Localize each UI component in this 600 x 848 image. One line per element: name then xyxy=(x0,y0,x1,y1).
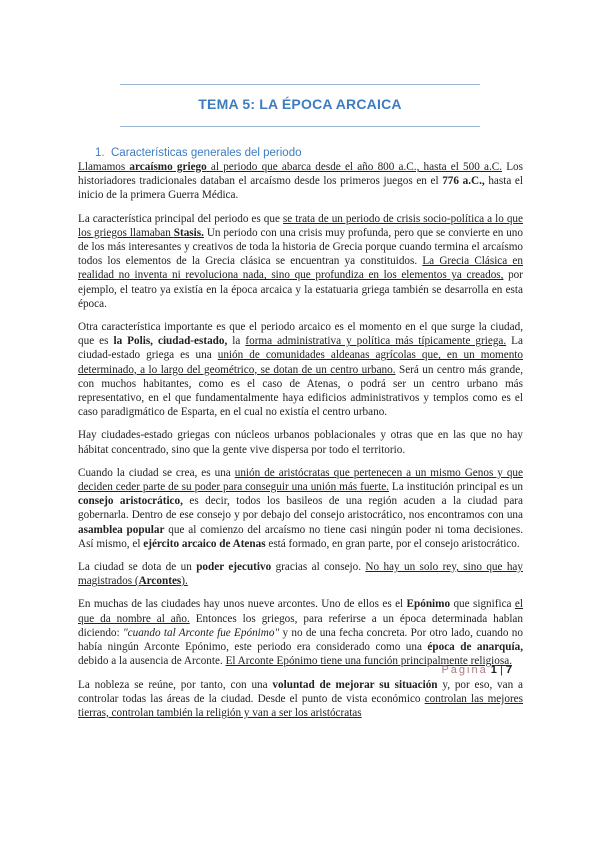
p3-underlined: forma administrativa y política más típicamente griega. xyxy=(245,335,507,348)
p8-underlined: controlan las mejores tierras, controlan también la religión y van a ser los aristócratas xyxy=(78,692,523,719)
p1-underlined: al periodo que abarca desde el año 800 a.C., hasta el 500 a.C. xyxy=(206,161,503,173)
section-number: 1. xyxy=(95,147,105,159)
paragraph-6 xyxy=(78,560,523,588)
p6-bold: poder ejecutivo xyxy=(196,561,272,574)
p2-bold: Stasis. xyxy=(173,226,204,239)
p5-text: Cuando la ciudad se crea, es una xyxy=(78,466,235,479)
p7-text-3: Entonces los griegos, para referirse a un época determinada hablan diciendo: xyxy=(78,612,523,639)
p5-underlined: unión de aristócratas que pertenecen a un mismo Genos y que deciden ceder parte de su poder para conseguir una unión más fuerte. xyxy=(78,466,523,494)
p5-bold-3: ejército arcaico de Atenas xyxy=(143,537,266,550)
p5-text-3: es decir, todos los basileos de una región acuden a la ciudad para gobernarla. Dentro de ese consejo y por debajo del consejo aristocrático, nos encontramos con una xyxy=(78,495,524,522)
p7-bold: Epónimo xyxy=(406,598,451,611)
p2-text: La característica principal del periodo es que xyxy=(78,212,283,225)
p1-bold-2: 776 a.C., xyxy=(442,175,485,188)
p7-underlined-2: El Arconte Epónimo tiene una función principalmente religiosa. xyxy=(225,655,513,668)
p6-underlined: No hay un solo rey, sino que hay magistrados ( xyxy=(78,561,523,588)
page-footer xyxy=(441,664,512,676)
p3-underlined-2: unión de comunidades aldeanas agrícolas que, en un momento determinado, a lo largo del geométrico, se dotan de un centro urbano. xyxy=(78,349,523,376)
p8-text: La nobleza se reúne, por tanto, con una xyxy=(78,678,273,691)
p5-text-2: La institución principal es un xyxy=(388,481,523,494)
paragraph-5 xyxy=(78,466,523,551)
p5-bold: consejo aristocrático, xyxy=(78,495,183,508)
paragraph-3 xyxy=(78,320,523,419)
section-heading xyxy=(95,147,302,159)
p7-bold-2: época de anarquía, xyxy=(427,641,523,654)
title-rule-top xyxy=(120,84,480,85)
paragraph-4 xyxy=(78,428,523,456)
p3-bold: la Polis, ciudad-estado, xyxy=(113,335,228,348)
p7-text-5: debido a la ausencia de Arconte. xyxy=(78,655,226,668)
p5-text-5: está formado, en gran parte, por el consejo aristocrático. xyxy=(265,537,520,550)
page-number: 1 xyxy=(490,664,497,676)
p2-text-3: por ejemplo, el teatro ya existía en la época arcaica y la estatuaria griega también se desarrolla en esta época. xyxy=(78,269,523,310)
p6-text: La ciudad se dota de un xyxy=(78,561,197,574)
p4-text: Hay ciudades-estado griegas con núcleos urbanos poblacionales y otras que en las que no hay hábitat concentrado, sino que la gente vive dispersa por todo el territorio. xyxy=(78,429,523,456)
page-total: 7 xyxy=(505,664,512,676)
paragraph-7 xyxy=(78,597,523,668)
p7-underlined: el que da nombre al año. xyxy=(78,598,523,625)
page-separator: | xyxy=(499,664,503,676)
p1-bold: arcaísmo griego xyxy=(129,161,207,173)
p1-text: Llamamos xyxy=(78,161,130,173)
p6-bold-2: Arcontes xyxy=(138,575,182,588)
p5-text-4: que al comienzo del arcaísmo no tiene casi ningún poder ni toma decisiones. Así mismo, el xyxy=(78,523,523,550)
p1-text-2: Los historiadores tradicionales databan el arcaísmo desde los primeros juegos en el xyxy=(78,161,523,188)
p7-text-4: y no de una fecha concreta. Por otro lado, cuando no había ningún Arconte Epónimo, este periodo era considerado como una xyxy=(78,626,523,654)
p3-text-2: la xyxy=(227,335,246,348)
p2-text-2: Un periodo con una crisis muy profunda, pero que se convierte en uno de los más interesantes y creativos de toda la historia de Grecia porque cuando termina el arcaísmo todos los elementos de la Grecia clásica se encuentran ya constituidos. xyxy=(78,226,523,268)
p5-bold-2: asamblea popular xyxy=(78,523,165,536)
p3-text-4: Será un centro más grande, con muchos habitantes, como es el caso de Atenas, o podrá ser un centro urbano más representativo, en el que fundamentalmente haya edificios administrativos y templos como es el caso paradigmático de Esparta, en el cual no existía el centro urbano. xyxy=(78,363,524,419)
paragraph-1 xyxy=(78,160,523,203)
p3-text-3: La ciudad-estado griega es una xyxy=(78,335,523,362)
p6-underlined-2: ). xyxy=(181,575,188,588)
page-title: TEMA 5: LA ÉPOCA ARCAICA xyxy=(198,96,402,112)
p7-text-2: que significa xyxy=(450,598,515,611)
p7-text: En muchas de las ciudades hay unos nueve arcontes. Uno de ellos es el xyxy=(78,598,407,611)
p2-underlined-2: La Grecia Clásica en realidad no inventa ni revoluciona nada, sino que profundiza en los elementos ya creados, xyxy=(78,255,523,282)
paragraph-2 xyxy=(78,212,523,311)
p1-text-3: hasta el inicio de la primera Guerra Médica. xyxy=(78,175,523,202)
p6-text-2: gracias al consejo. xyxy=(271,561,366,574)
document-body xyxy=(78,160,523,729)
p8-bold: voluntad de mejorar su situación xyxy=(272,678,438,691)
p7-italic: "cuando tal Arconte fue Epónimo" xyxy=(122,626,280,639)
section-label: Características generales del periodo xyxy=(111,147,302,159)
p2-underlined: se trata de un periodo de crisis socio-política a lo que los griegos llamaban xyxy=(78,212,523,239)
paragraph-8 xyxy=(78,678,523,721)
p8-text-2: y, por eso, van a controlar todas las áreas de la ciudad. Desde el punto de vista económico xyxy=(78,678,523,705)
page-word: Página xyxy=(441,664,488,676)
title-rule-bottom xyxy=(120,126,480,127)
p3-text: Otra característica importante es que el periodo arcaico es el momento en el que surge la ciudad, que es xyxy=(78,321,523,348)
